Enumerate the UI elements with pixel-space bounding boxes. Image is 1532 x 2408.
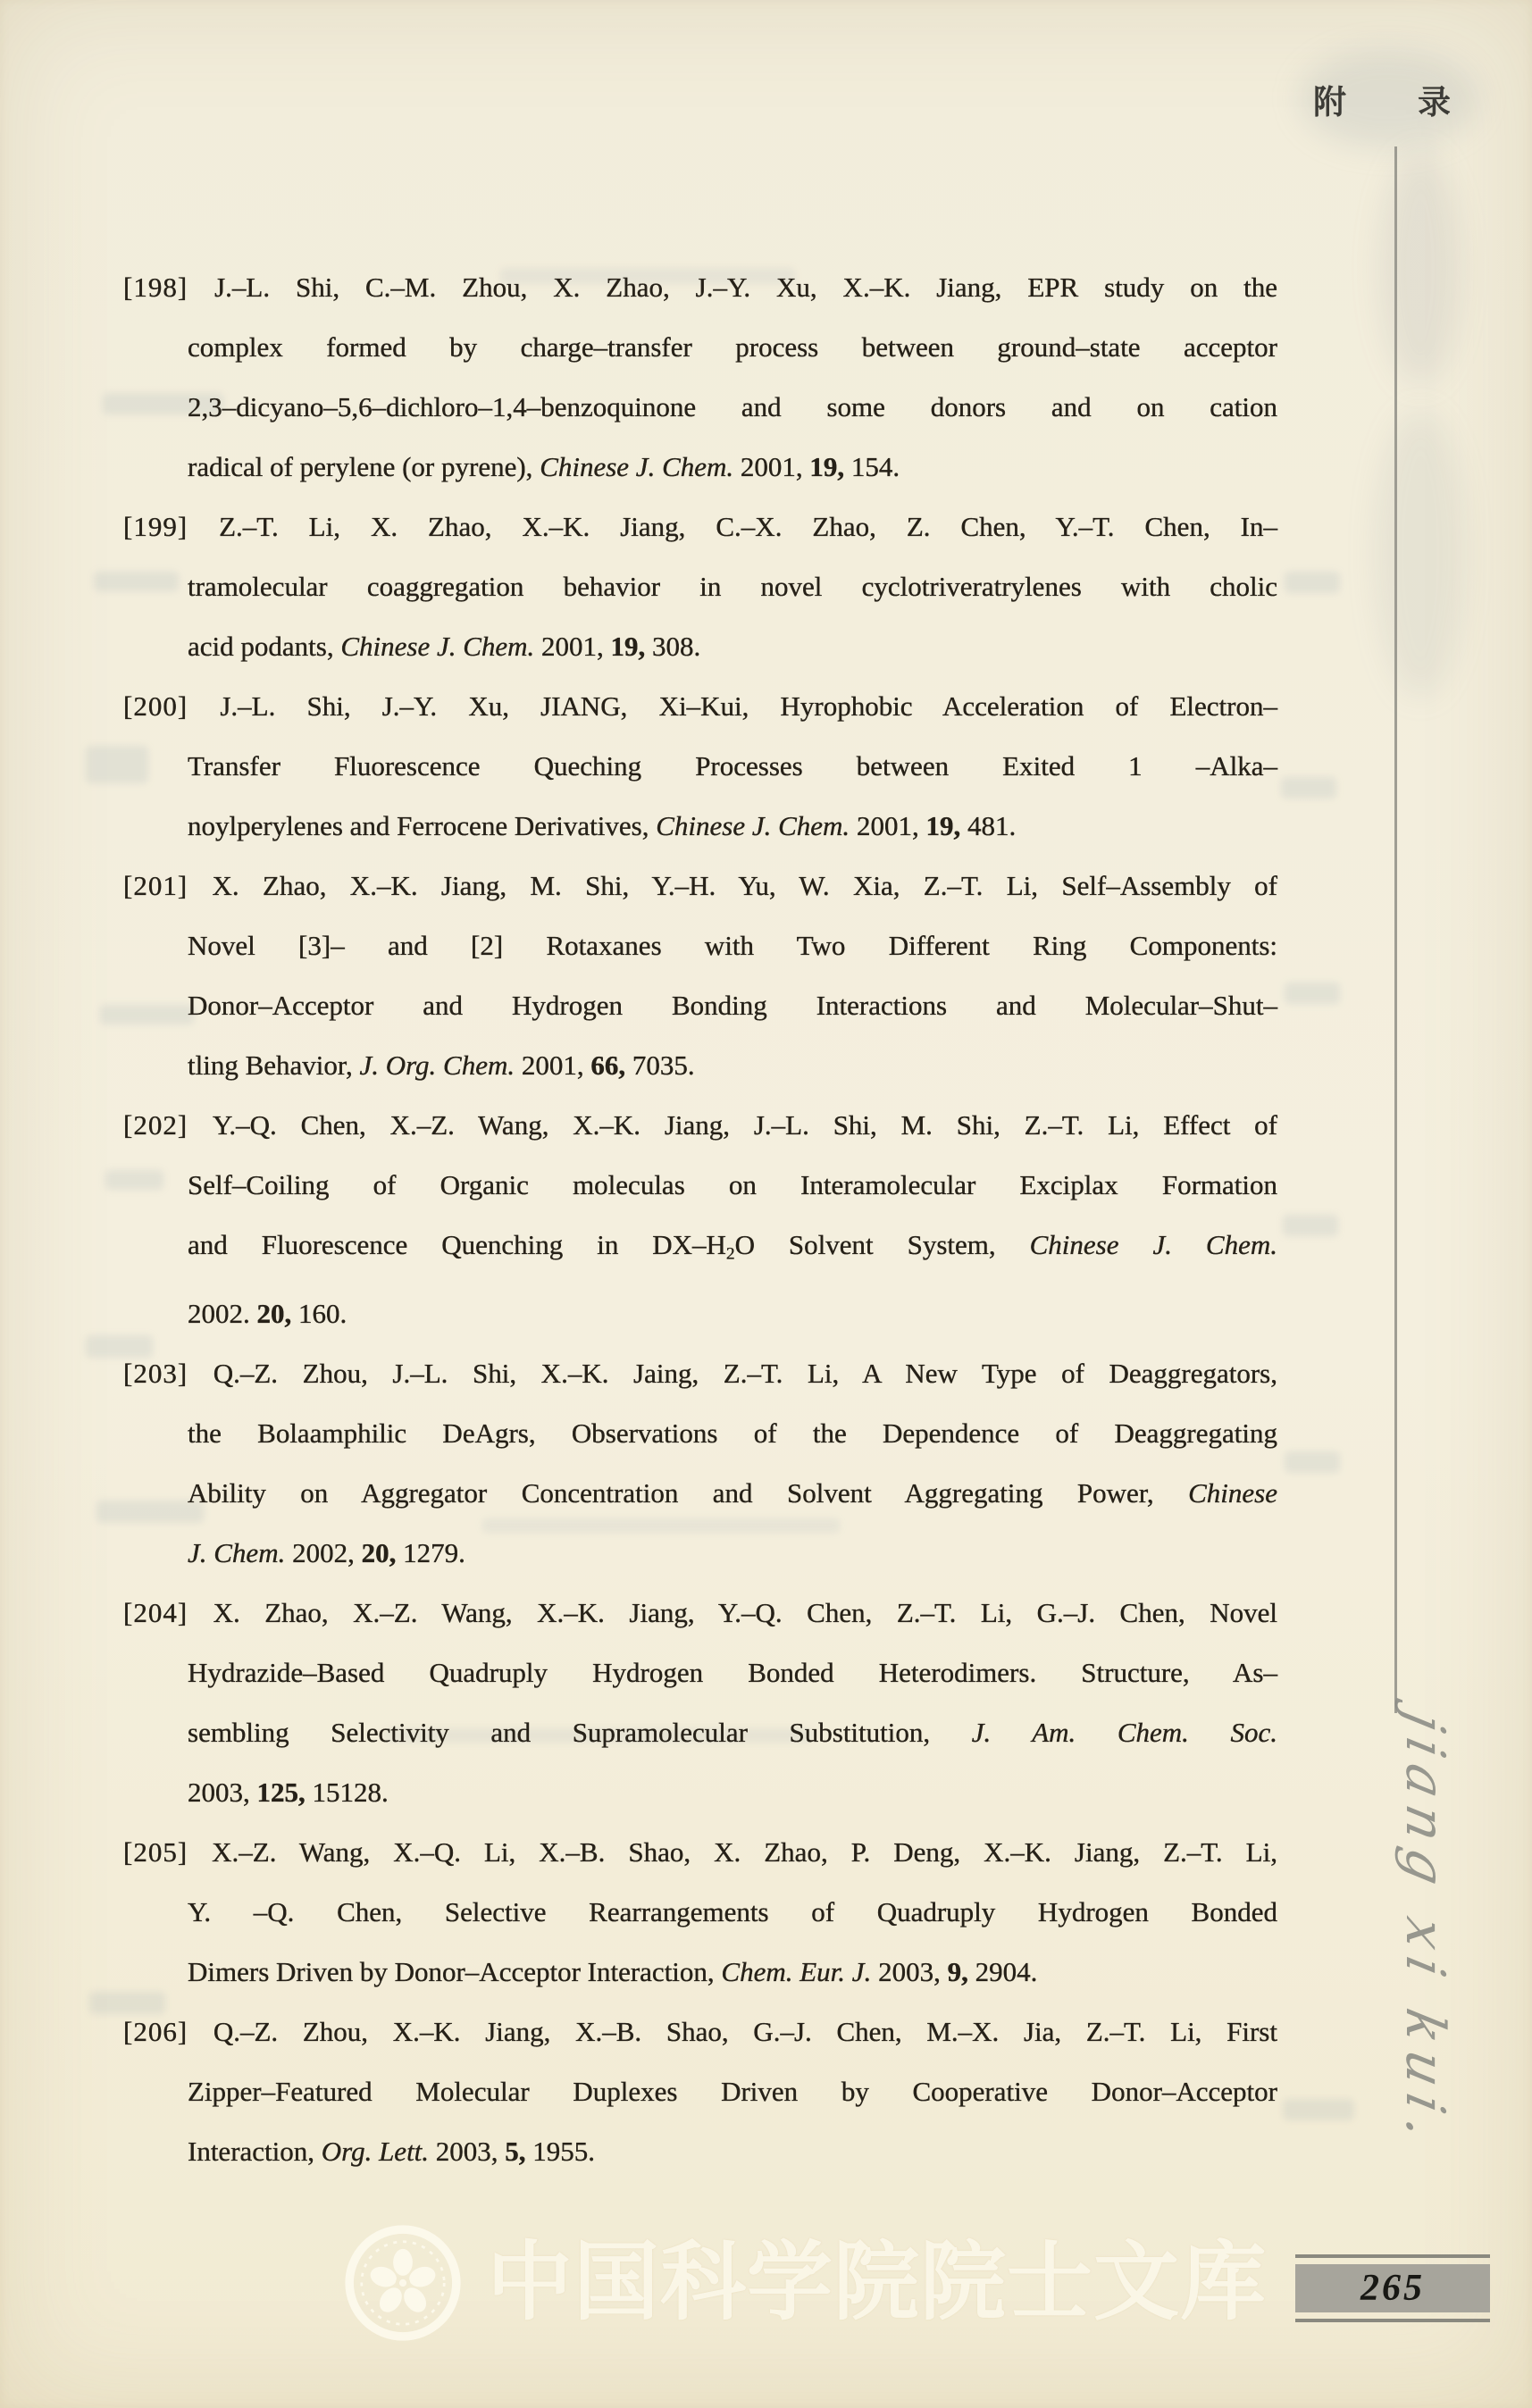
- reference-number: [199]: [123, 511, 220, 542]
- reference-line: 2,3–dicyano–5,6–dichloro–1,4–benzoquinone and some donors and on cation: [188, 391, 1277, 422]
- reference-line: [199] Z.–T. Li, X. Zhao, X.–K. Jiang, C.–X. Zhao, Z. Chen, Y.–T. Chen, In–: [123, 511, 1277, 542]
- reference-entry: [123, 676, 1277, 856]
- reference-line: Hydrazide–Based Quadruply Hydrogen Bonded Heterodimers. Structure, As–: [188, 1657, 1277, 1689]
- references-list: [123, 257, 1277, 2181]
- bleed-through: [1283, 1215, 1338, 1236]
- badge-bottom-rule: [1295, 2319, 1490, 2322]
- reference-line: Y. –Q. Chen, Selective Rearrangements of Quadruply Hydrogen Bonded: [188, 1896, 1277, 1928]
- reference-line: [200] J.–L. Shi, J.–Y. Xu, JIANG, Xi–Kui, Hyrophobic Acceleration of Electron–: [123, 690, 1277, 722]
- scan-wash: [1380, 152, 1461, 384]
- reference-entry: [123, 257, 1277, 497]
- reference-number: [201]: [123, 870, 213, 901]
- bleed-through: [1285, 572, 1340, 593]
- badge-box: [1295, 2264, 1490, 2312]
- reference-number: [204]: [123, 1597, 213, 1629]
- reference-number: [200]: [123, 690, 221, 722]
- reference-line: Transfer Fluorescence Queching Processes between Exited 1 –Alka–: [188, 750, 1277, 782]
- reference-entry: [123, 1583, 1277, 1822]
- bleed-through: [1285, 1451, 1340, 1473]
- reference-line: [201] X. Zhao, X.–K. Jiang, M. Shi, Y.–H. Yu, W. Xia, Z.–T. Li, Self–Assembly of: [123, 870, 1277, 901]
- reference-line: Self–Coiling of Organic moleculas on Interamolecular Exciplax Formation: [188, 1169, 1277, 1200]
- reference-line: [202] Y.–Q. Chen, X.–Z. Wang, X.–K. Jiang, J.–L. Shi, M. Shi, Z.–T. Li, Effect of: [123, 1109, 1277, 1141]
- reference-entry: [123, 1822, 1277, 2002]
- reference-line: [205] X.–Z. Wang, X.–Q. Li, X.–B. Shao, X. Zhao, P. Deng, X.–K. Jiang, Z.–T. Li,: [123, 1836, 1277, 1869]
- reference-entry: [123, 2002, 1277, 2181]
- library-watermark-text: 中国科学院院士文库: [487, 2235, 1267, 2330]
- reference-line: tling Behavior, J. Org. Chem. 2001, 66, 7035.: [188, 1049, 695, 1081]
- reference-line: tramolecular coaggregation behavior in novel cyclotriveratrylenes with cholic: [188, 571, 1277, 602]
- bleed-through: [1281, 777, 1336, 798]
- reference-number: [202]: [123, 1109, 213, 1141]
- header-char-fu: 附: [1313, 85, 1346, 121]
- reference-line: 2003, 125, 15128.: [188, 1777, 389, 1809]
- cas-emblem-logo: [342, 2222, 464, 2344]
- margin-rule: [1394, 146, 1397, 1713]
- reference-line: [204] X. Zhao, X.–Z. Wang, X.–K. Jiang, Y.–Q. Chen, Z.–T. Li, G.–J. Chen, Novel: [123, 1597, 1277, 1629]
- page-header: [1313, 75, 1451, 123]
- reference-line: Interaction, Org. Lett. 2003, 5, 1955.: [188, 2136, 596, 2168]
- reference-number: [203]: [123, 1358, 213, 1390]
- reference-line: acid podants, Chinese J. Chem. 2001, 19, 308.: [188, 631, 701, 662]
- reference-line: Donor–Acceptor and Hydrogen Bonding Interactions and Molecular–Shut–: [188, 990, 1277, 1021]
- header-char-lu: 录: [1418, 85, 1451, 121]
- reference-line: Novel [3]– and [2] Rotaxanes with Two Different Ring Components:: [188, 930, 1277, 961]
- reference-line: complex formed by charge–transfer process between ground–state acceptor: [188, 331, 1277, 363]
- reference-number: [198]: [123, 272, 215, 303]
- author-signature-watermark: jiang xi kui.: [1394, 1707, 1456, 2154]
- page-number-badge: [1295, 2254, 1490, 2322]
- reference-line: sembling Selectivity and Supramolecular Substitution, J. Am. Chem. Soc.: [188, 1717, 1277, 1749]
- reference-entry: [123, 497, 1277, 676]
- reference-number: [205]: [123, 1836, 213, 1869]
- scan-wash: [1376, 411, 1465, 697]
- reference-line: Dimers Driven by Donor–Acceptor Interaction, Chem. Eur. J. 2003, 9, 2904.: [188, 1956, 1038, 1988]
- reference-line: noylperylenes and Ferrocene Derivatives, Chinese J. Chem. 2001, 19, 481.: [188, 810, 1017, 841]
- reference-line: [203] Q.–Z. Zhou, J.–L. Shi, X.–K. Jaing, Z.–T. Li, A New Type of Deaggregators,: [123, 1358, 1277, 1390]
- reference-number: [206]: [123, 2016, 213, 2048]
- reference-line: [206] Q.–Z. Zhou, X.–K. Jiang, X.–B. Shao, G.–J. Chen, M.–X. Jia, Z.–T. Li, First: [123, 2016, 1277, 2048]
- library-watermark: [342, 2222, 1267, 2344]
- reference-line: and Fluorescence Quenching in $DX-H_2O$ Solvent System, Chinese J. Chem.: [188, 1229, 1277, 1264]
- reference-entry: [123, 1343, 1277, 1583]
- page-number: 265: [1360, 2268, 1425, 2309]
- reference-line: the Bolaamphilic DeAgrs, Observations of the Dependence of Deaggregating: [188, 1417, 1277, 1450]
- bleed-through: [1283, 2099, 1354, 2120]
- reference-line: [198] J.–L. Shi, C.–M. Zhou, X. Zhao, J.–Y. Xu, X.–K. Jiang, EPR study on the: [123, 272, 1277, 303]
- reference-entry: [123, 1095, 1277, 1343]
- reference-entry: [123, 856, 1277, 1095]
- badge-top-rule: [1295, 2254, 1490, 2258]
- bleed-through: [1285, 982, 1340, 1004]
- reference-line: 2002. 20, 160.: [188, 1298, 347, 1330]
- plum-blossom-icon: [368, 2249, 439, 2317]
- reference-line: radical of perylene (or pyrene), Chinese J. Chem. 2001, 19, 154.: [188, 451, 900, 482]
- reference-line: Zipper–Featured Molecular Duplexes Driven by Cooperative Donor–Acceptor: [188, 2076, 1277, 2108]
- reference-line: J. Chem. 2002, 20, 1279.: [188, 1537, 465, 1569]
- reference-line: Ability on Aggregator Concentration and Solvent Aggregating Power, Chinese: [188, 1477, 1277, 1509]
